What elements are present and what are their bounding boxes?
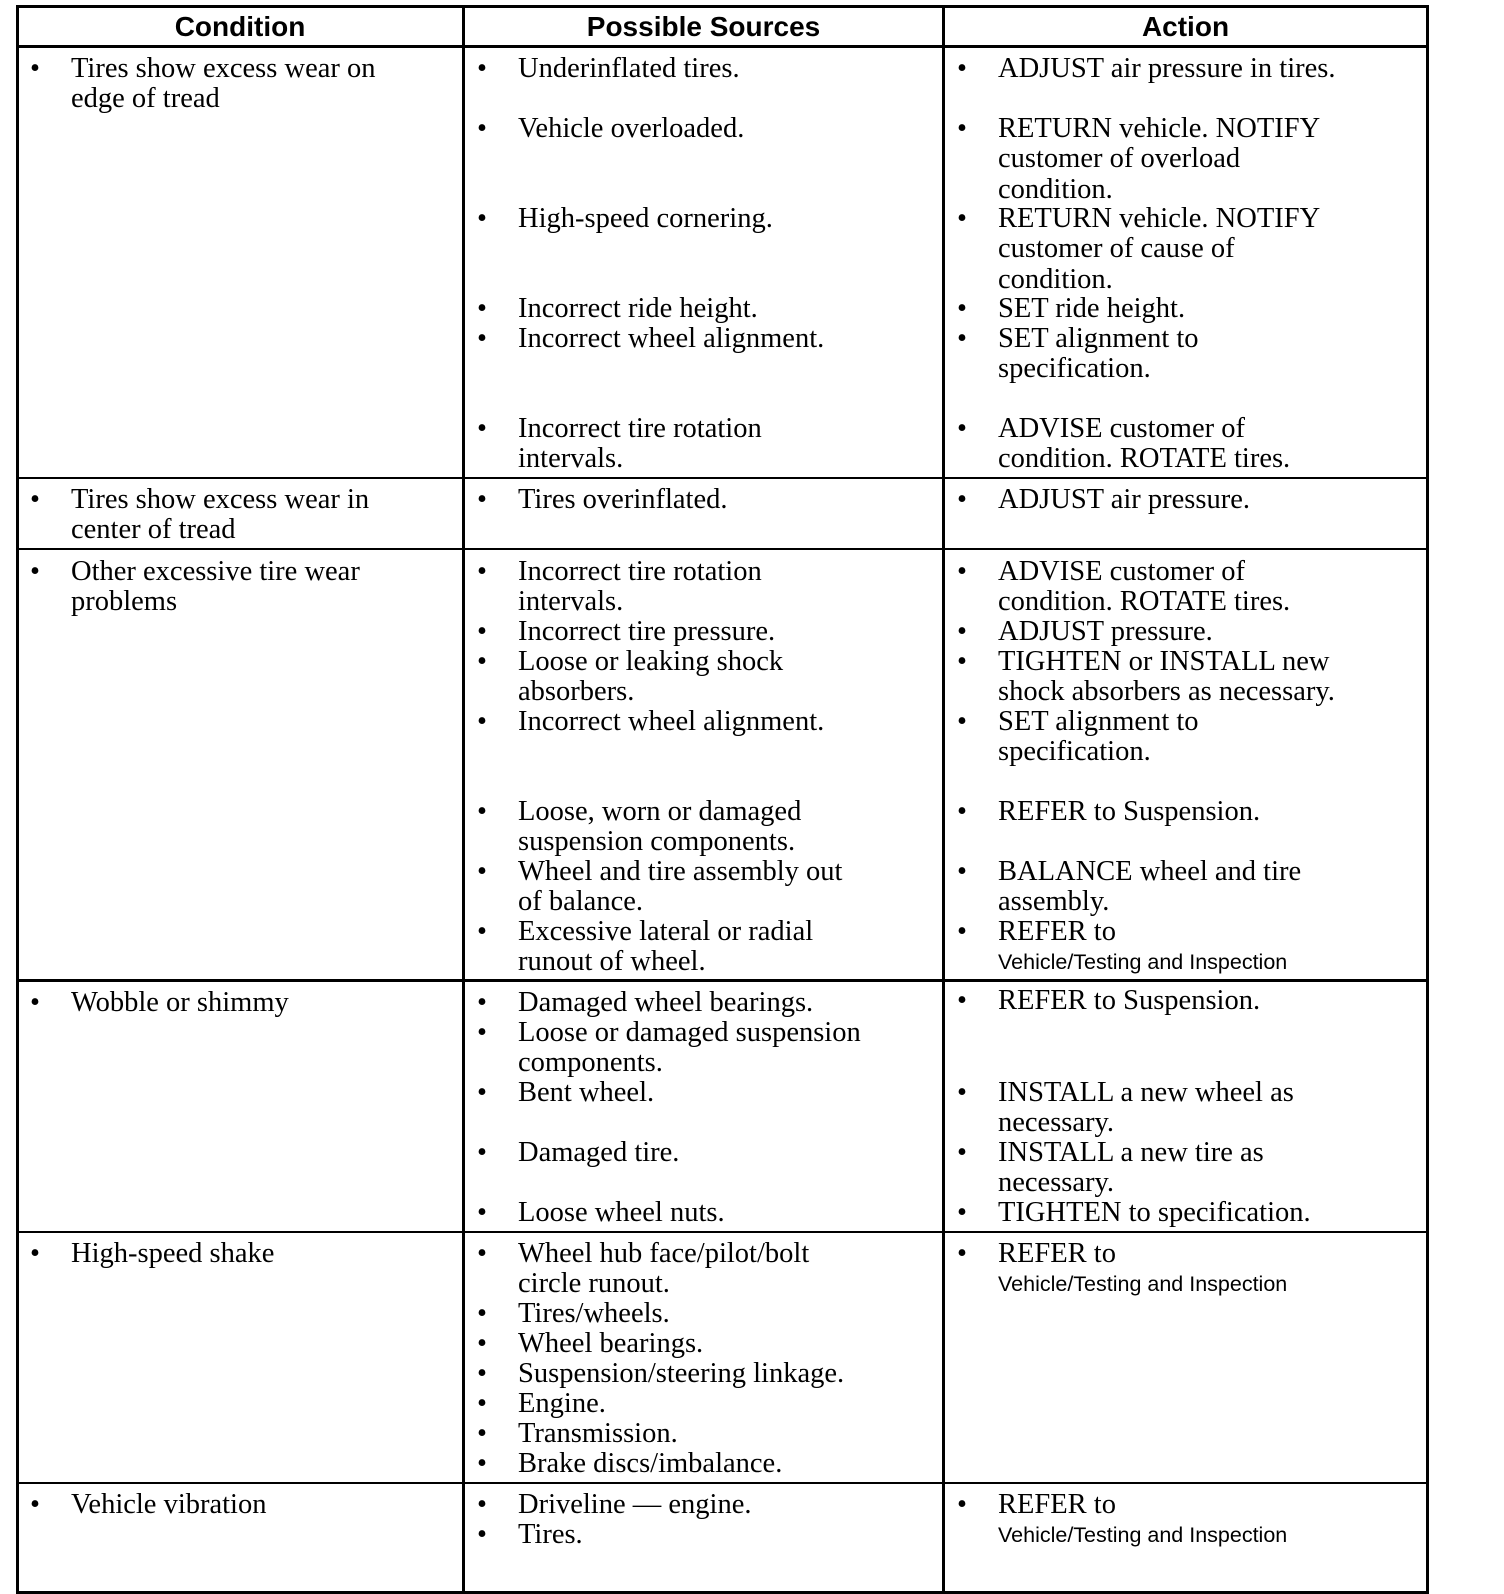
source-item: • Transmission. [477, 1418, 678, 1449]
source-item: • Excessive lateral or radial runout of wheel. [477, 916, 814, 978]
source-item: • Damaged tire. [477, 1137, 680, 1168]
action-item: • ADJUST air pressure in tires. [957, 53, 1336, 84]
condition-item: • Tires show excess wear in center of tread [30, 484, 370, 546]
action-item: • RETURN vehicle. NOTIFY customer of cause of condition. [957, 203, 1321, 295]
source-item: • Driveline — engine. [477, 1489, 752, 1520]
action-item: • REFER to Vehicle/Testing and Inspection [998, 917, 1287, 977]
action-item: • TIGHTEN or INSTALL new shock absorbers as necessary. [957, 646, 1335, 708]
action-item: • REFER to Suspension. [957, 985, 1261, 1016]
action-item: • SET ride height. [957, 293, 1186, 324]
source-item: • Underinflated tires. [477, 53, 740, 84]
column-divider [462, 5, 465, 1594]
action-item: • BALANCE wheel and tire assembly. [957, 856, 1302, 918]
source-item: • Engine. [477, 1388, 606, 1419]
condition-item: • Vehicle vibration [30, 1489, 267, 1520]
row-divider [16, 979, 1429, 982]
source-item: • Wheel and tire assembly out of balance. [477, 856, 843, 918]
condition-item: • Other excessive tire wear problems [30, 556, 360, 618]
action-item: • SET alignment to specification. [957, 706, 1199, 768]
action-item: • INSTALL a new tire as necessary. [957, 1137, 1264, 1199]
condition-item: • High-speed shake [30, 1238, 275, 1269]
row-divider [16, 477, 1429, 479]
source-item: • Wheel bearings. [477, 1328, 704, 1359]
source-item: • Loose or leaking shock absorbers. [477, 646, 784, 708]
action-item: • ADJUST air pressure. [957, 484, 1250, 515]
action-item: • ADVISE customer of condition. ROTATE tires. [957, 413, 1291, 475]
source-item: • Loose or damaged suspension components. [477, 1017, 861, 1079]
source-item: • Damaged wheel bearings. [477, 987, 814, 1018]
reference-link-text: Vehicle/Testing and Inspection [998, 1523, 1288, 1548]
source-item: • Tires. [477, 1519, 583, 1550]
source-item: • Incorrect wheel alignment. [477, 706, 825, 737]
action-item: • REFER to Suspension. [957, 796, 1261, 827]
source-item: • Incorrect ride height. [477, 293, 758, 324]
action-item: • RETURN vehicle. NOTIFY customer of overload condition. [957, 113, 1321, 205]
action-item: • REFER to Vehicle/Testing and Inspection [998, 1239, 1287, 1299]
source-item: • Loose, worn or damaged suspension components. [477, 796, 802, 858]
source-item: • Wheel hub face/pilot/bolt circle runout. [477, 1238, 810, 1300]
header-action: Action [1141, 11, 1230, 42]
source-item: • High-speed cornering. [477, 203, 773, 234]
table-border-left [16, 5, 19, 1594]
source-item: • Tires/wheels. [477, 1298, 670, 1329]
action-item: • ADJUST pressure. [957, 616, 1213, 647]
table-border-right [1426, 5, 1429, 1594]
source-item: • Incorrect tire rotation intervals. [477, 413, 762, 475]
condition-item: • Wobble or shimmy [30, 987, 289, 1018]
action-item: • SET alignment to specification. [957, 323, 1199, 385]
row-divider [16, 1482, 1429, 1484]
header-possible-sources: Possible Sources [586, 11, 821, 42]
header-condition: Condition [174, 11, 306, 42]
action-item: • INSTALL a new wheel as necessary. [957, 1077, 1294, 1139]
source-item: • Brake discs/imbalance. [477, 1448, 783, 1479]
reference-link-text: Vehicle/Testing and Inspection [998, 950, 1288, 975]
source-item: • Tires overinflated. [477, 484, 728, 515]
source-item: • Suspension/steering linkage. [477, 1358, 845, 1389]
action-item: • ADVISE customer of condition. ROTATE tires. [957, 556, 1291, 618]
action-item: • REFER to Vehicle/Testing and Inspection [998, 1490, 1287, 1550]
source-item: • Loose wheel nuts. [477, 1197, 725, 1228]
source-item: • Bent wheel. [477, 1077, 655, 1108]
row-divider [16, 1231, 1429, 1233]
source-item: • Vehicle overloaded. [477, 113, 745, 144]
source-item: • Incorrect tire rotation intervals. [477, 556, 762, 618]
row-divider [16, 548, 1429, 550]
action-item: • TIGHTEN to specification. [957, 1197, 1311, 1228]
source-item: • Incorrect wheel alignment. [477, 323, 825, 354]
reference-link-text: Vehicle/Testing and Inspection [998, 1272, 1288, 1297]
source-item: • Incorrect tire pressure. [477, 616, 776, 647]
column-divider [942, 5, 945, 1594]
condition-item: • Tires show excess wear on edge of tread [30, 53, 376, 115]
